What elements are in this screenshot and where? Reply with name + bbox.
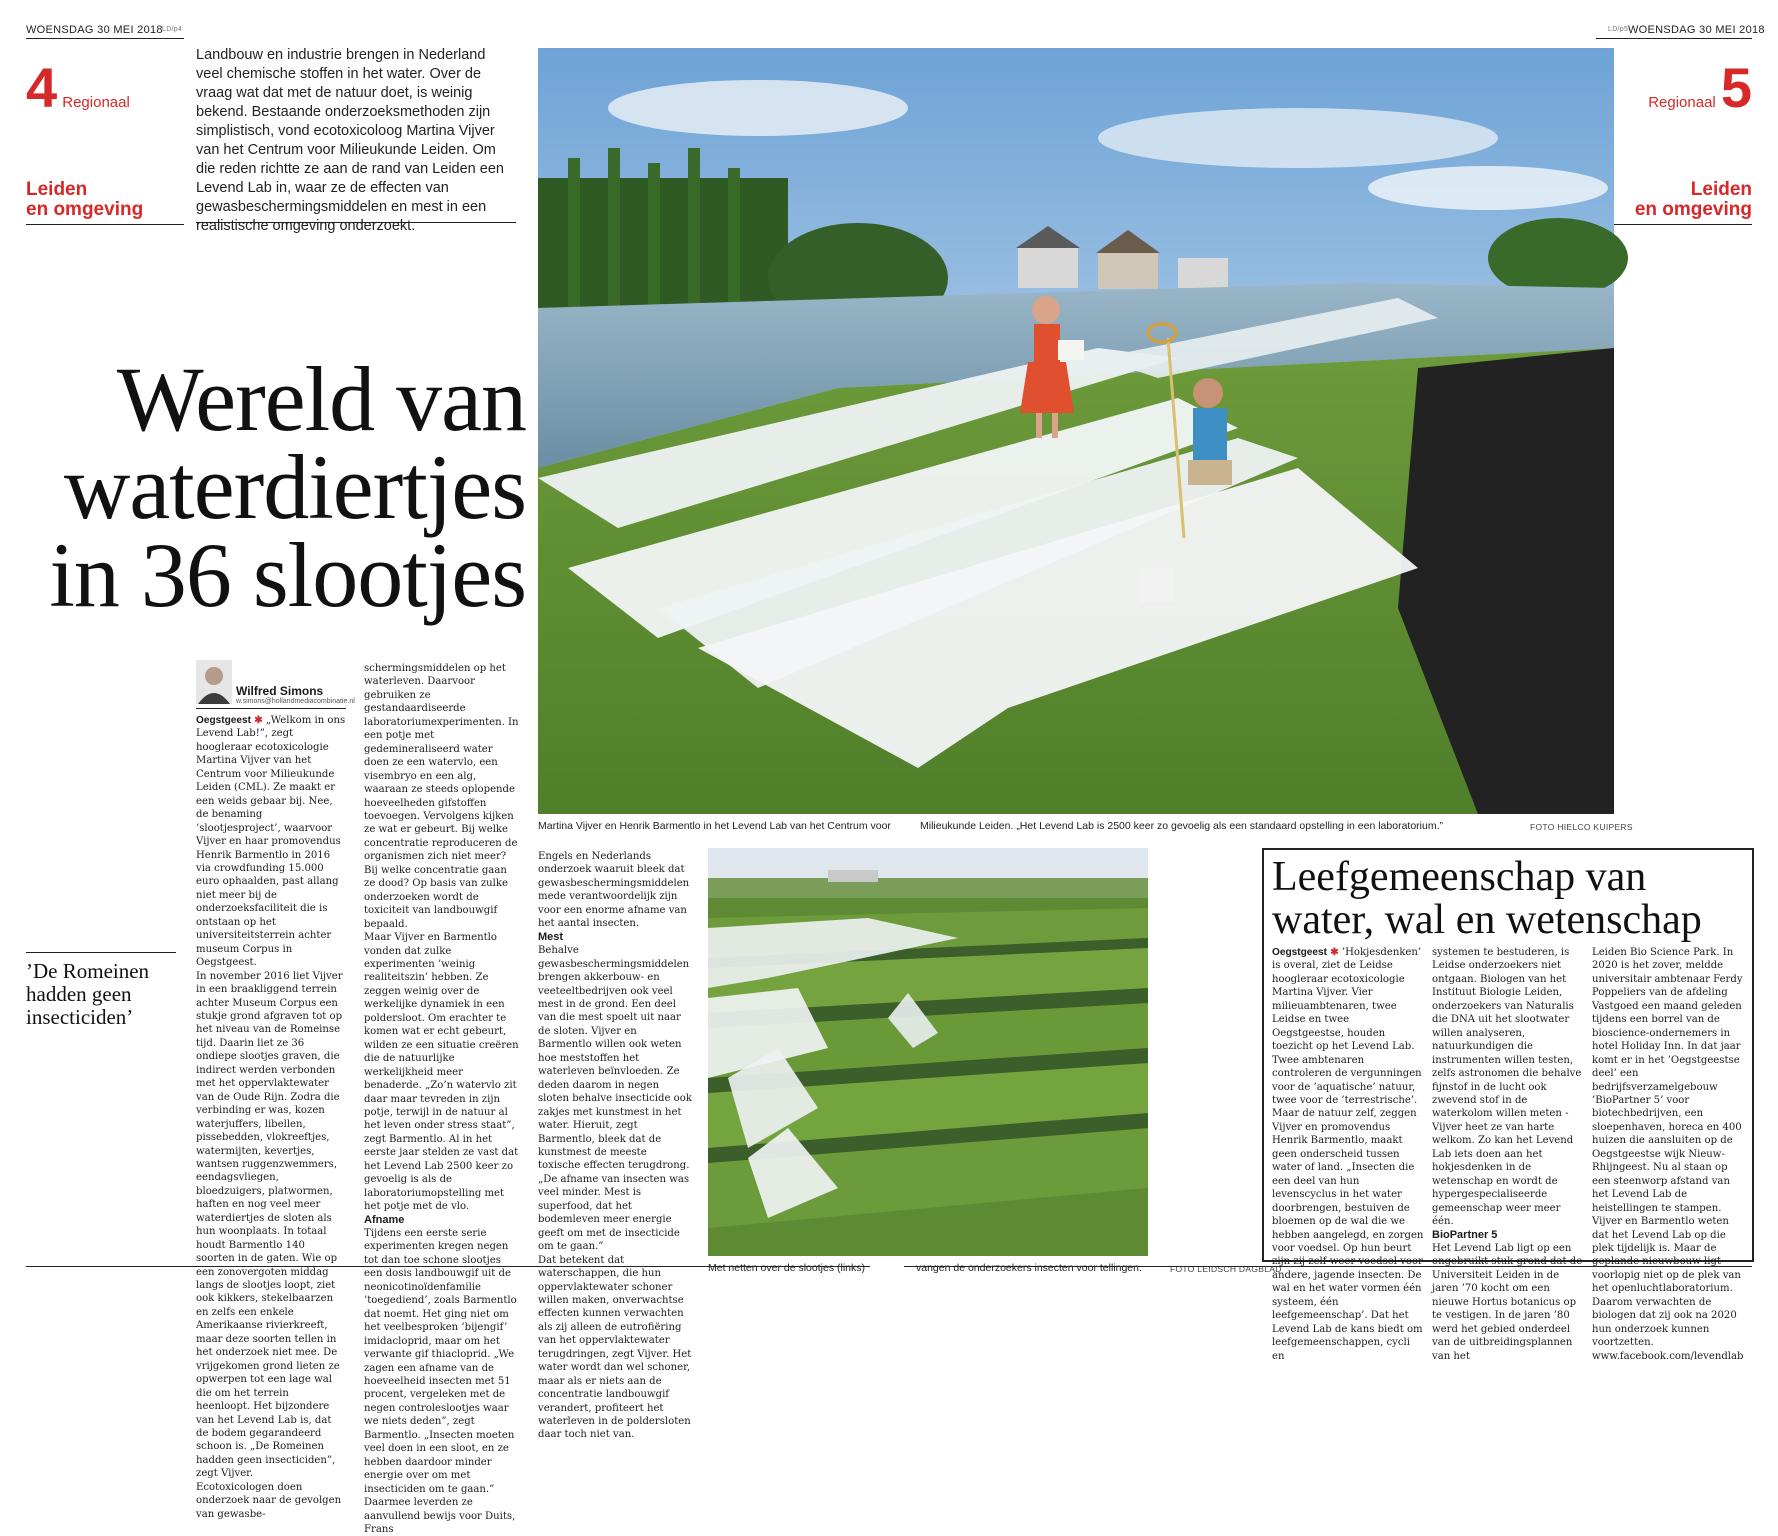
sidebar-col1-p1: ’Hokjesdenken’ is overal, ziet de Leidse hoogleraar ecotoxicologie Martina Vijver. Vier milieuambtenaren, twee Leidse en twee Oegstgeestse, houden toezicht op het Levend Lab. Twee ambtenaren controleren de vergunningen voor de ’aquatische’ natuur, twee voor de ’terrestrische’.: [1272, 947, 1422, 1106]
main-photo-caption-left: Martina Vijver en Henrik Barmentlo in het Levend Lab van het Centrum voor: [538, 820, 891, 832]
intro-rule: [196, 222, 516, 223]
left-kicker: [26, 180, 143, 220]
article-col2-p2: Maar Vijver en Barmentlo vonden dat zulke experimenten ’weinig realiteitszin’ hebben. Ze zeggen weinig over de werkelijke dynamiek in een poldersloot. Om erachter te komen wat er echt gebeurt, wilden ze een situatie creëren die de natuurlijke werkelijkheid meer benaderde. „Zo’n watervlo zit daar maar tevreden in zijn potje, terwijl in de natuur al het leven onder stress staat”, zegt Barmentlo. Al in het eerste jaar stelden ze vast dat het Levend Lab 2500 keer zo gevoelig is als de laboratoriumopstelling met het potje met de vlo.: [364, 932, 519, 1213]
article-column-3: [538, 850, 692, 1441]
sidebar-url: www.facebook.com/levendlab: [1592, 1350, 1744, 1362]
header-rule-right: [1596, 38, 1752, 39]
author-name: Wilfred Simons: [236, 684, 324, 698]
left-kicker-rule: [26, 224, 184, 225]
right-page-number: 5: [1720, 56, 1752, 119]
sidebar-col2-p1: systemen te bestuderen, is Leidse onderzoekers niet ontgaan. Biologen van het Instituut Biologie Leiden, onderzoekers van Naturalis die DNA uit het slootwater willen analyseren, natuurkundigen die instrumenten willen testen, zelfs astronomen die behalve fijnstof in de lucht ook zwevend stof in de waterkolom willen meten - Vijver heet ze van harte welkom. Zo kan het Levend Lab iets doen aan het hokjesdenken in de wetenschap en wordt de hypergespecialiseerde gemeenschap weer meer één.: [1432, 947, 1582, 1228]
article-subhead-afname: Afname: [364, 1213, 405, 1226]
main-photo-caption-right: Milieukunde Leiden. „Het Levend Lab is 2500 keer zo gevoelig als een standaard opstelling in een laboratorium.”: [920, 820, 1444, 832]
sidebar-column-1: [1272, 946, 1424, 1362]
article-column-1: [196, 714, 346, 1520]
left-date: WOENSDAG 30 MEI 2018: [26, 24, 163, 36]
article-column-2: [364, 662, 519, 1535]
sidebar-title: [1272, 856, 1748, 942]
right-kicker: [1596, 180, 1752, 220]
pull-quote: ’De Romeinen hadden geen insecticiden’: [26, 959, 150, 1029]
dateline-star-icon: ✱: [254, 715, 263, 726]
intro-text: Landbouw en industrie brengen in Nederland veel chemische stoffen in het water. Over de vraag wat dat met de natuur doet, is weinig bekend. Bestaande onderzoeksmethoden zijn simplistisch, vond ecotoxicoloog Martina Vijver van het Centrum voor Milieukunde Leiden. Om die reden richtte ze aan de rand van Leiden een Levend Lab in, waar ze de effecten van gewasbeschermingsmiddelen en mest in een realistische omgeving onderzoekt.: [196, 47, 504, 234]
article-col2-p3: Tijdens een eerste serie experimenten kregen negen tot dan toe schone slootjes een dosis landbouwgif uit de neonicotinoïdenfamilie ’toegediend’, zoals Barmentlo dat noemt. Het ging niet om het veelbesproken ’bijengif’ imidacloprid, maar om het verwante gif thiacloprid. „We zagen een afname van de hoeveelheid insecten met 51 procent, vergeleken met de negen controleslootjes waar we niets deden”, zegt Barmentlo. „Insecten moeten veel doen in een sloot, en ze hebben daardoor minder energie over om met insecticiden om te gaan.” Daarmee leverden ze aanvullend bewijs voor Duits, Frans: [364, 1228, 517, 1535]
right-page-marker: [1640, 56, 1752, 119]
sidebar-dateline: Oegstgeest: [1272, 947, 1327, 958]
author-photo: [196, 660, 232, 704]
article-col3-p3: Dat betekent dat waterschappen, die hun oppervlaktewater schoner willen maken, onverwachtse effecten kunnen verwachten als zij alleen de eutrofiëring van het oppervlaktewater terugdringen, zegt Vijver. Het water wordt dan wel schoner, maar als er niets aan de concentratie landbouwgif verandert, profiteert het waterleven in de poldersloten daar toch niet van.: [538, 1254, 692, 1441]
right-date: WOENSDAG 30 MEI 2018: [1628, 24, 1765, 36]
second-photo: [708, 848, 1148, 1256]
article-col3-p1: Engels en Nederlands onderzoek waaruit bleek dat gewasbeschermingsmiddelen mede verantwoordelijk zijn voor een enorme afname van het aantal insecten.: [538, 851, 690, 930]
right-kicker-rule: [1596, 224, 1752, 225]
headline-line2: waterdiertjes: [63, 436, 526, 538]
footer-rule-right: [904, 1266, 1752, 1267]
left-page-number: 4: [26, 56, 58, 119]
article-col3-p2: Behalve gewasbeschermingsmiddelen brengen akkerbouw- en veeteeltbedrijven ook veel mest in de grond. Een deel van die mest spoelt uit naar de sloten. Vijver en Barmentlo willen ook weten hoe meststoffen het waterleven beïnvloeden. Ze deden daarom in negen sloten behalve insecticide ook zakjes met kunstmest in het water. Hieruit, zegt Barmentlo, bleek dat de kunstmest de meeste toxische effecten terugdrong. „De afname van insecten was veel minder. Mest is superfood, dat het bodemleven meer energie geeft om met de insecticide om te gaan.”: [538, 945, 692, 1253]
article-col1-p3: Ecotoxicologen doen onderzoek naar de gevolgen van gewasbe-: [196, 1481, 342, 1520]
sidebar-column-2: [1432, 946, 1584, 1362]
headline-line3: in 36 slootjes: [49, 524, 526, 626]
left-page-section: Regionaal: [62, 94, 130, 111]
sidebar-col2-p2: Het Levend Lab ligt op een ongebruikt stuk grond dat de Universiteit Leiden in de jaren ’70 kocht om een nieuwe Hortus botanicus op te vestigen. In de jaren ’80 werd het gebied onderdeel van de uitbreidingsplannen van het: [1432, 1242, 1583, 1362]
right-page-code: LD/p5: [1608, 26, 1629, 33]
header-rule-left: [26, 38, 184, 39]
sidebar-title-line2: water, wal en wetenschap: [1272, 897, 1702, 943]
sidebar-star-icon: ✱: [1330, 947, 1339, 958]
article-col1-p1: „Welkom in ons Levend Lab!”, zegt hoogleraar ecotoxicologie Martina Vijver van het Centrum voor Milieukunde Leiden (CML). Ze maakt er een weids gebaar bij. Nee, de benaming ’slootjesproject’, waarvoor Vijver en haar promovendus Henrik Barmentlo in 2016 via crowdfunding 15.000 euro ophaalden, past allang niet meer bij de onderzoeksfaciliteit die is ontstaan op het universiteitsterrein achter museum Corpus in Oegstgeest.: [196, 715, 346, 969]
sidebar-title-line1: Leefgemeenschap van: [1272, 854, 1647, 900]
second-photo-image: [708, 848, 1148, 1256]
author-email: w.simons@hollandmediacombinatie.nl: [236, 698, 355, 705]
headline: [20, 348, 526, 626]
right-page-section: Regionaal: [1648, 94, 1716, 111]
sidebar-col1-p2: Maar de natuur zelf, zeggen Vijver en promovendus Henrik Barmentlo, maakt geen onderscheid tussen water of land. „Insecten die een deel van hun levenscyclus in het water doorbrengen, bestuiven de bloemen op de wal die we hebben aangelegd, en zorgen voor voedsel. Op hun beurt zijn zij zelf weer voedsel voor andere, jagende insecten. De wal en het water vormen één systeem, één leefgemeenschap’. Dat het Levend Lab de kans biedt om leefgemeenschappen, cycli en: [1272, 1108, 1424, 1362]
pull-quote-rule: [26, 952, 176, 953]
left-kicker-line2: en omgeving: [26, 199, 144, 220]
right-kicker-line1: Leiden: [1690, 179, 1752, 200]
headline-line1: Wereld van: [116, 348, 526, 450]
article-dateline: Oegstgeest: [196, 715, 251, 726]
article-col2-p1: schermingsmiddelen op het waterleven. Daarvoor gebruiken ze gestandaardiseerde laboratoriumexperimenten. In een potje met gedemineraliseerd water doen ze een watervlo, een visembryo en een alg, waaraan ze steeds oplopende hoeveelheden gifstoffen toevoegen. Vervolgens kijken ze wat er gebeurt. Bij welke concentratie reproduceren de organismen zich niet meer? Bij welke concentratie gaan ze dood? Op basis van zulke onderzoeken wordt de toxiciteit van landbouwgif bepaald.: [364, 663, 519, 930]
article-subhead-mest: Mest: [538, 930, 564, 943]
left-kicker-line1: Leiden: [26, 179, 88, 200]
main-photo-image: [538, 48, 1614, 814]
sidebar-col3-p1: Leiden Bio Science Park. In 2020 is het zover, meldde universitair ambtenaar Ferdy Poppeliers van de afdeling Vastgoed een maand geleden tijdens een borrel van de bioscience-ondernemers in hotel Holiday Inn. In dat jaar komt er in het ’Oegstgeestse deel’ een bedrijfsverzamelgebouw ’BioPartner 5’ voor biotechbedrijven, een sloepenhaven, horeca en 400 huizen die aansluiten op de Oegstgeestse wijk Nieuw-Rhijngeest. Nu al staan op een steenworp afstand van het Levend Lab de heistellingen te stampen.: [1592, 947, 1743, 1214]
right-kicker-line2: en omgeving: [1634, 199, 1752, 220]
sidebar-col3-p2: Vijver en Barmentlo weten dat het Levend Lab op die plek tijdelijk is. Maar de geplande nieuwbouw ligt voorlopig niet op de plek van het openluchtlaboratorium. Daarom verwachten de biologen dat zij ook na 2020 hun onderzoek kunnen voortzetten.: [1592, 1216, 1741, 1349]
second-photo-caption-left: Met netten over de slootjes (links): [708, 1262, 865, 1274]
second-photo-caption-right: vangen de onderzoekers insecten voor tellingen.: [916, 1262, 1142, 1274]
footer-rule-left: [26, 1266, 870, 1267]
left-page-marker: [26, 56, 130, 119]
left-page-code: LD/p4: [162, 26, 183, 33]
sidebar-column-3: [1592, 946, 1744, 1362]
author-portrait: [196, 660, 232, 704]
second-photo-credit: FOTO LEIDSCH DAGBLAD: [1170, 1264, 1282, 1274]
author-rule: [196, 708, 346, 709]
main-photo-credit: FOTO HIELCO KUIPERS: [1530, 822, 1633, 832]
article-col1-p2: In november 2016 liet Vijver in een braakliggend terrein achter Museum Corpus een stukje grond afgraven tot op het niveau van de Romeinse tijd. Daarin liet ze 36 ondiepe slootjes graven, die indirect werden verbonden met het oppervlaktewater van de Oude Rijn. Zodra die verbinding er was, kozen waterjuffers, libellen, pissebedden, vlokreeftjes, watermijten, kevertjes, wantsen ruggenzwemmers, eendagsvliegen, bloedzuigers, platwormen, haften en nog veel meer waterdiertjes de sloten als hun woonplaats. In totaal houdt Barmentlo 140 soorten in de gaten. Wie op een zonovergoten middag langs de slootjes loopt, ziet ook kikkers, stekelbaarzen en zelfs een enkele Amerikaanse rivierkreeft, maar deze soorten tellen in het onderzoek niet mee. De vrijgekomen grond lieten ze opwerpen tot een lage wal die om het terrein heenloopt. Het bijzondere van het Levend Lab is, dat de bodem gegarandeerd schoon is. „De Romeinen hadden geen insecticiden”, zegt Vijver.: [196, 970, 343, 1480]
main-photo: [538, 48, 1614, 814]
sidebar-subhead: BioPartner 5: [1432, 1228, 1498, 1241]
